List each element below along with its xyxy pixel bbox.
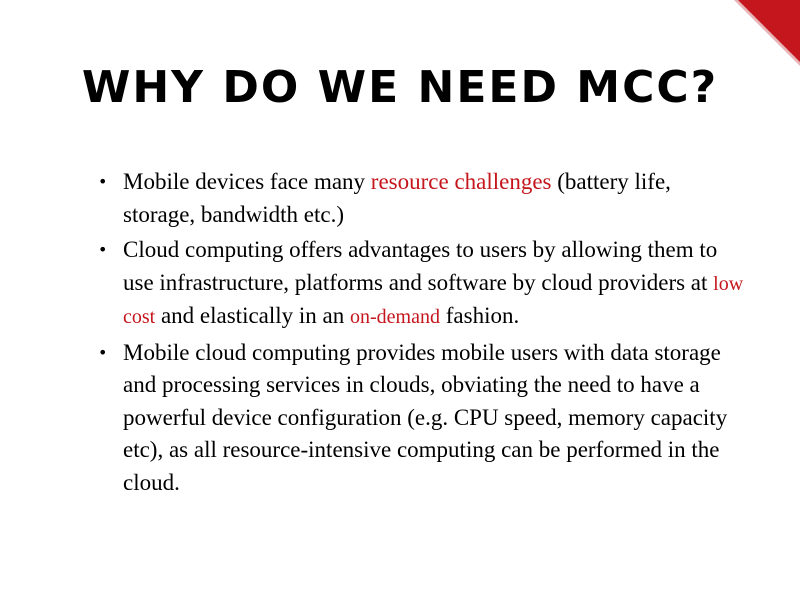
bullet-text: and elastically in an: [155, 303, 351, 328]
bullet-text: fashion.: [440, 303, 520, 328]
bullet-item-resource-challenges: [98, 166, 748, 231]
bullet-text: Mobile cloud computing provides mobile users with data storage and processing services in clouds, obviating the need to have a powerful device configuration (e.g. CPU speed, memory capacity etc), as all resource-intensive computing can be performed in the cloud.: [123, 339, 728, 495]
highlight-low-cost: low cost: [123, 272, 744, 328]
bullet-icon: •: [98, 240, 108, 259]
bullet-list: [98, 166, 748, 502]
bullet-item-mcc-services: [98, 337, 748, 500]
slide-title: WHY DO WE NEED MCC?: [81, 62, 719, 113]
corner-triangle-decoration: [738, 0, 800, 62]
bullet-text: Mobile devices face many: [123, 169, 371, 194]
bullet-icon: •: [98, 342, 108, 362]
highlight-resource-challenges: resource challenges: [370, 169, 552, 194]
bullet-text: (battery life, storage, bandwidth etc.): [123, 169, 671, 227]
bullet-item-cloud-advantages: [98, 234, 748, 334]
bullet-text: Cloud computing offers advantages to users by allowing them to use infrastructure, platforms and software by cloud providers at: [123, 237, 718, 295]
highlight-on-demand: on-demand: [350, 306, 440, 328]
bullet-icon: •: [98, 172, 108, 191]
